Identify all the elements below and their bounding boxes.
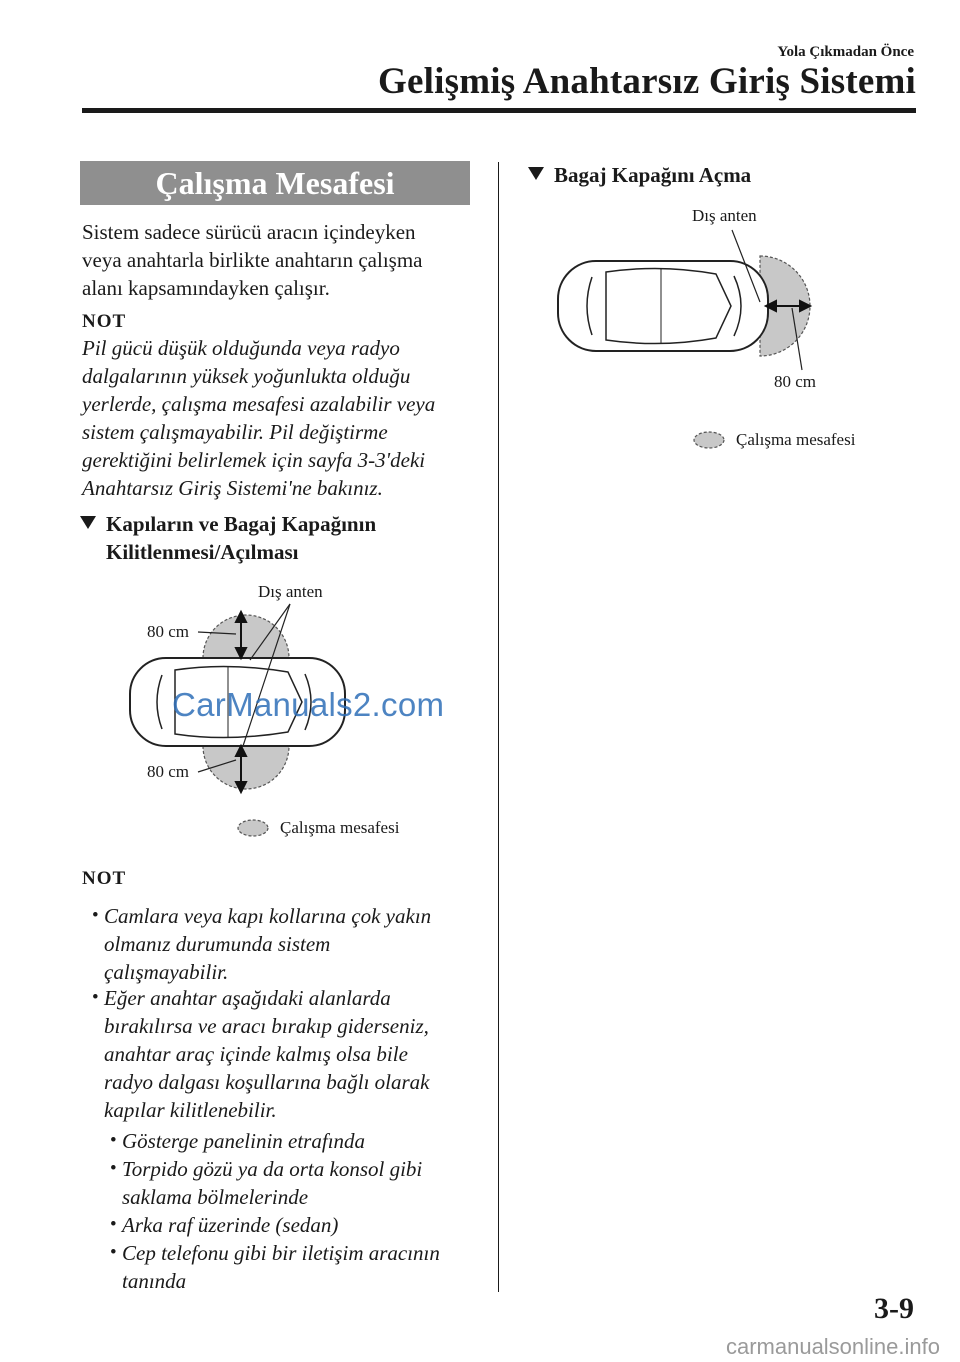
sub-bullet-line: Torpido gözü ya da orta konsol gibi [122,1157,423,1181]
section-title-banner: Çalışma Mesafesi [80,161,470,205]
note-label: NOT [82,868,127,889]
note-line: dalgalarının yüksek yoğunlukta olduğu [82,364,411,388]
triangle-bullet-icon [80,516,96,529]
page-number: 3-9 [874,1292,914,1325]
column-divider [498,162,499,1292]
sub-bullet-item [110,1239,492,1295]
watermark-logo: CarManuals2.com [172,686,445,723]
note-line: sistem çalışmayabilir. Pil değiştirme [82,420,388,444]
header-rule [82,108,916,113]
bullet-dot: • [110,1214,117,1235]
bullet-line: çalışmayabilir. [104,960,229,984]
sub-bullet-item [110,1155,492,1211]
intro-line: veya anahtarla birlikte anahtarın çalışma [82,248,423,272]
bullet-dot: • [110,1242,117,1263]
bullet-line: Eğer anahtar aşağıdaki alanlarda [104,986,391,1010]
page-heading: Gelişmiş Anahtarsız Giriş Sistemi [378,61,916,102]
antenna-label: Dış anten [692,206,757,225]
intro-paragraph [82,218,423,302]
note-label: NOT [82,311,127,332]
sub-bullet-item [110,1211,492,1239]
sub-bullet-line: Gösterge panelinin etrafında [122,1129,366,1153]
intro-line: Sistem sadece sürücü aracın içindeyken [82,220,416,244]
note-paragraph [82,334,435,502]
range-label: 80 cm [774,372,817,391]
tailgate-range-diagram [556,228,818,386]
subsection-heading-doors [80,510,376,566]
subsection-heading-tailgate [528,161,751,189]
note-line: yerlerde, çalışma mesafesi azalabilir veya [82,392,436,416]
bullet-line: bırakılırsa ve aracı bırakıp giderseniz, [104,1014,429,1038]
note-bullet-2 [92,984,484,1124]
note-line: Anahtarsız Giriş Sistemi'ne bakınız. [82,476,383,500]
bullet-line: radyo dalgası koşullarına bağlı olarak [104,1070,430,1094]
watermark-footer: carmanualsonline.info [725,1334,940,1359]
bullet-line: anahtar araç içinde kalmış olsa bile [104,1042,408,1066]
bullet-line: Camlara veya kapı kollarına çok yakın [104,904,432,928]
sub-bullet-line: Cep telefonu gibi bir iletişim aracının [122,1241,440,1265]
note-bullet-1 [92,902,484,986]
legend-label: Çalışma mesafesi [280,818,400,837]
sub-bullet-line: tanında [122,1269,187,1293]
subsection-title-line: Kapıların ve Bagaj Kapağının [106,512,377,536]
bullet-dot: • [110,1130,117,1151]
antenna-label: Dış anten [258,582,323,601]
sub-bullet-line: saklama bölmelerinde [122,1185,309,1209]
bullet-dot: • [92,987,99,1008]
bullet-line: olmanız durumunda sistem [104,932,331,956]
legend-label: Çalışma mesafesi [736,430,856,449]
triangle-bullet-icon [528,167,544,180]
bullet-dot: • [92,905,99,926]
intro-line: alanı kapsamındayken çalışır. [82,276,330,300]
sub-bullet-item [110,1127,492,1155]
bullet-line: kapılar kilitlenebilir. [104,1098,277,1122]
sub-bullet-list [110,1127,492,1295]
range-zone-legend-icon [692,430,726,450]
bullet-dot: • [110,1158,117,1179]
subsection-title-line: Kilitlenmesi/Açılması [106,540,299,564]
chapter-label: Yola Çıkmadan Önce [777,44,914,60]
note-line: Pil gücü düşük olduğunda veya radyo [82,336,400,360]
note-line: gerektiğini belirlemek için sayfa 3-3'deki [82,448,426,472]
range-label-bottom: 80 cm [147,762,190,781]
sub-bullet-line: Arka raf üzerinde (sedan) [122,1213,339,1237]
subsection-title: Bagaj Kapağını Açma [554,163,752,187]
range-label-top: 80 cm [147,622,190,641]
range-zone-legend-icon [236,818,270,838]
car-top-view-icon [558,261,768,351]
